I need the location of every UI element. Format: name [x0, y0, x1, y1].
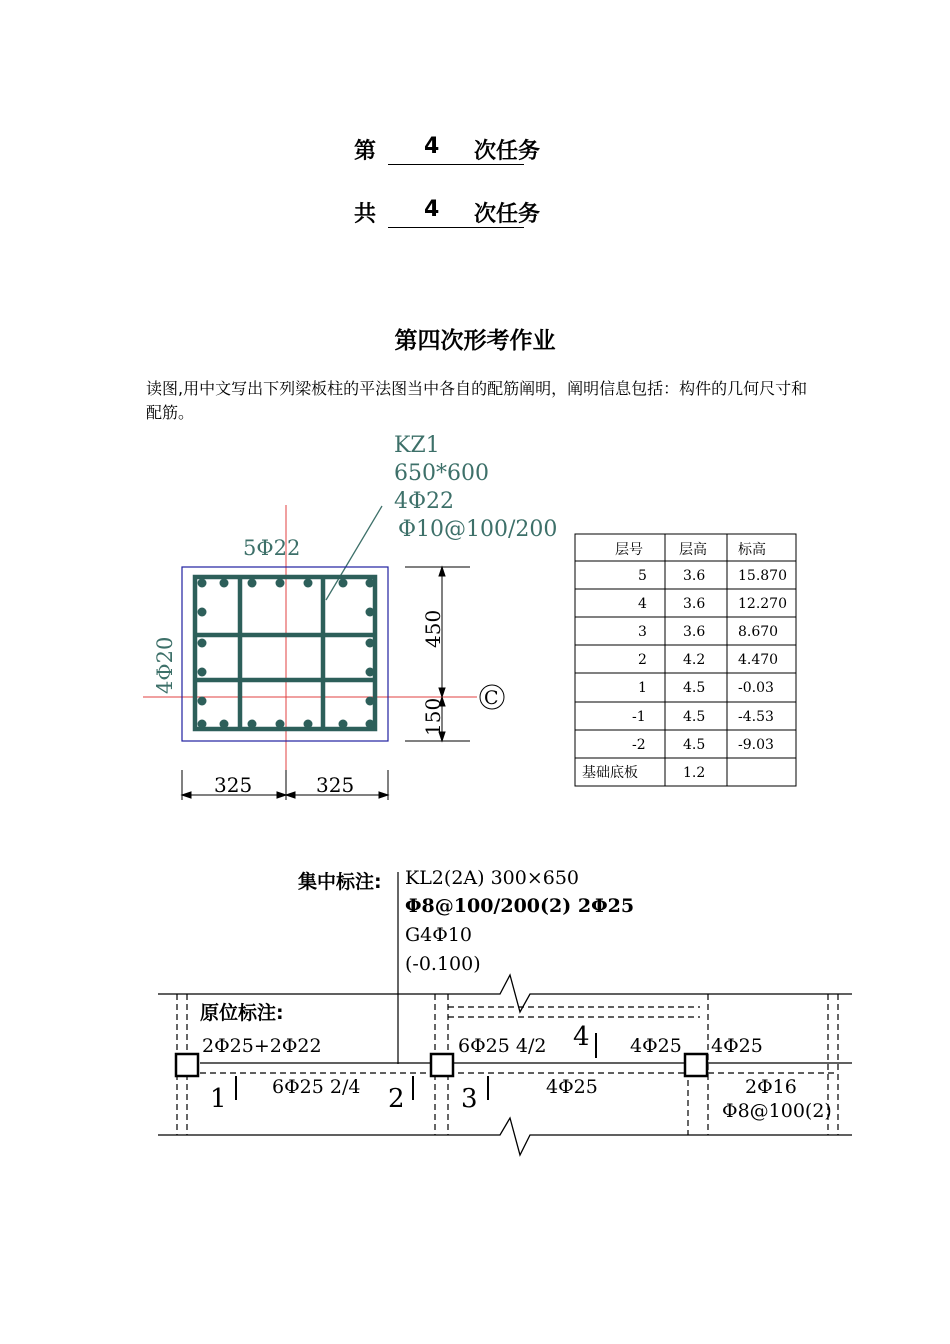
cantilever-bottom-rebar: 2Φ16	[745, 1076, 797, 1098]
table-cell: 3	[638, 624, 647, 640]
side-bars-label: 4Φ20	[153, 636, 177, 694]
table-cell: -0.03	[738, 680, 774, 696]
table-cell: 4.5	[683, 709, 706, 725]
instruction-text: 读图,用中文写出下列梁板柱的平法图当中各自的配筋阐明，阐明信息包括：构件的几何尺寸和配筋。	[146, 379, 808, 422]
column-label-4: Φ10@100/200	[398, 517, 558, 542]
section-mark-3: 3	[461, 1084, 478, 1114]
dim-left-label: 325	[214, 773, 253, 797]
top-mid-right-rebar: 4Φ25	[630, 1035, 682, 1057]
bottom-span2-rebar: 4Φ25	[546, 1076, 598, 1098]
table-cell: -4.53	[738, 709, 774, 725]
top-left-rebar: 2Φ25+2Φ22	[202, 1035, 322, 1057]
section-mark-4: 4	[573, 1022, 590, 1052]
table-cell: 4.470	[738, 652, 779, 668]
centralized-line-1: KL2(2A) 300×650	[405, 867, 580, 889]
table-cell: 2	[638, 652, 647, 668]
column-label-3: 4Φ22	[394, 489, 455, 514]
section-mark-2: 2	[388, 1084, 405, 1114]
section-mark-1: 1	[210, 1084, 227, 1114]
centralized-label: 集中标注:	[298, 871, 382, 893]
task-current-number: 4	[424, 134, 440, 159]
table-cell: 4.5	[683, 680, 706, 696]
table-cell: 基础底板	[582, 765, 638, 781]
centralized-line-3: G4Φ10	[405, 924, 473, 946]
table-cell: 4.2	[683, 652, 706, 668]
table-cell: -2	[632, 737, 646, 753]
axis-mark-label: C	[484, 687, 499, 709]
table-cell: 3.6	[683, 596, 706, 612]
table-cell: 1	[638, 680, 647, 696]
table-cell: 4	[638, 596, 647, 612]
task-current-prefix: 第	[354, 139, 377, 164]
dim-450-label: 450	[421, 609, 445, 648]
top-mid-left-rebar: 6Φ25 4/2	[458, 1035, 547, 1057]
column-label-1: KZ1	[394, 433, 440, 458]
table-header-height: 层高	[679, 542, 707, 558]
table-cell: 1.2	[683, 765, 706, 781]
centralized-line-2: Φ8@100/200(2) 2Φ25	[405, 895, 635, 917]
document-title: 第四次形考作业	[394, 328, 556, 354]
top-right-rebar: 4Φ25	[711, 1035, 763, 1057]
bottom-span1-rebar: 6Φ25 2/4	[272, 1076, 361, 1098]
table-cell: 4.5	[683, 737, 706, 753]
table-header-floor: 层号	[615, 542, 643, 558]
cantilever-stirrup: Φ8@100(2)	[722, 1100, 832, 1122]
table-cell: 15.870	[738, 568, 787, 584]
table-cell: -9.03	[738, 737, 774, 753]
task-total-suffix: 次任务	[474, 202, 541, 227]
table-cell: 5	[638, 568, 647, 584]
table-cell: -1	[632, 709, 646, 725]
dim-right-label: 325	[316, 773, 355, 797]
table-cell: 8.670	[738, 624, 779, 640]
table-header-elevation: 标高	[738, 542, 766, 558]
dim-150-label: 150	[421, 697, 445, 736]
inplace-label: 原位标注:	[200, 1002, 284, 1024]
column-label-2: 650*600	[394, 461, 489, 486]
table-cell: 3.6	[683, 624, 706, 640]
centralized-line-4: (-0.100)	[405, 953, 481, 975]
table-cell: 3.6	[683, 568, 706, 584]
task-total-number: 4	[424, 197, 440, 222]
table-cell: 12.270	[738, 596, 787, 612]
task-total-prefix: 共	[354, 202, 377, 227]
task-current-suffix: 次任务	[474, 139, 541, 164]
top-bars-label: 5Φ22	[243, 536, 301, 560]
